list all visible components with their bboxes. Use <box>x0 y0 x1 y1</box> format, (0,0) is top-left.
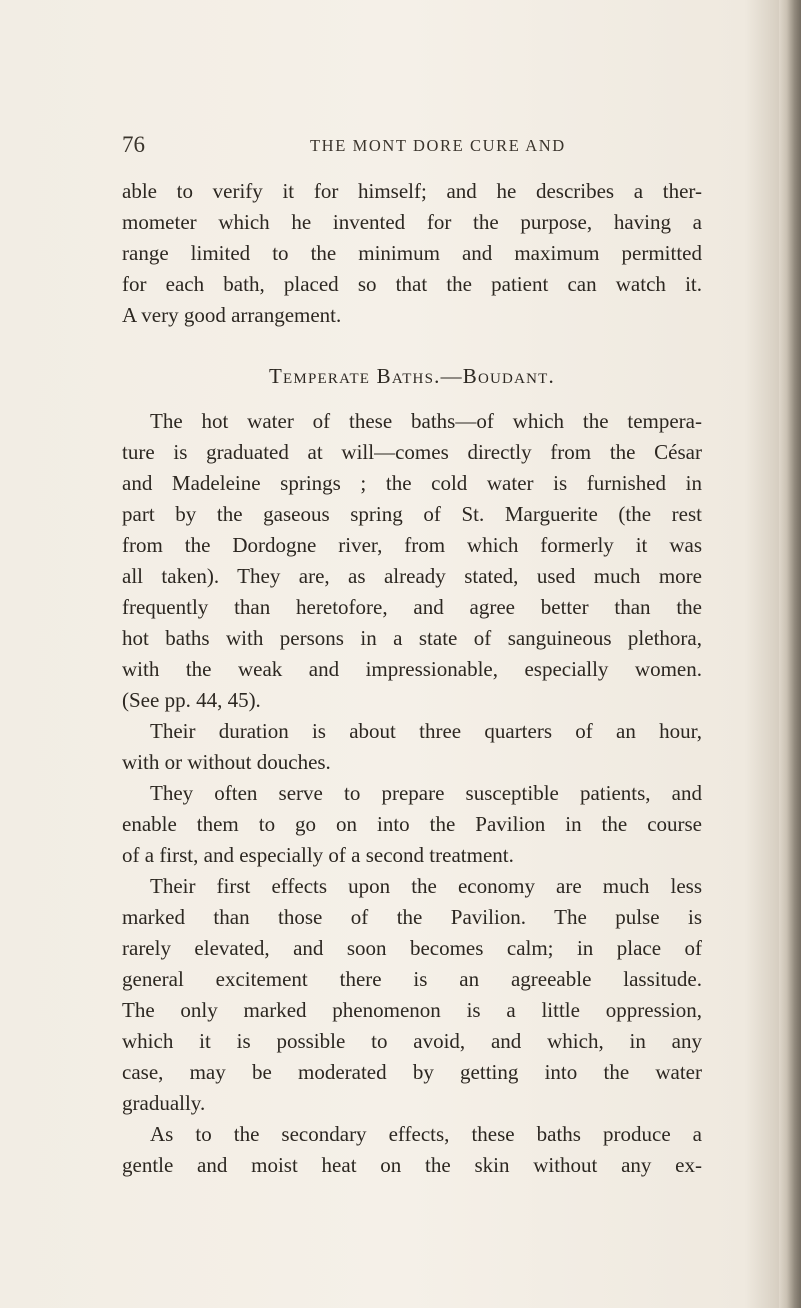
text-line: from the Dordogne river, from which formerly it was <box>122 533 702 557</box>
text-line: with the weak and impressionable, especially women. <box>122 657 702 681</box>
text-line: enable them to go on into the Pavilion in the course <box>122 812 702 836</box>
text-line: range limited to the minimum and maximum permitted <box>122 241 702 265</box>
body-text <box>122 176 702 1181</box>
text-line: for each bath, placed so that the patient can watch it. <box>122 272 702 296</box>
paragraph <box>122 1119 702 1181</box>
text-line: The only marked phenomenon is a little oppression, <box>122 998 702 1022</box>
text-line: A very good arrangement. <box>122 303 342 327</box>
page-header <box>122 132 702 162</box>
text-line: Their first effects upon the economy are much less <box>150 874 702 898</box>
text-line: gradually. <box>122 1091 206 1115</box>
text-line: of a first, and especially of a second treatment. <box>122 843 514 867</box>
page-edge-shadow <box>779 0 801 1308</box>
text-line: all taken). They are, as already stated, used much more <box>122 564 702 588</box>
text-line: which it is possible to avoid, and which, in any <box>122 1029 702 1053</box>
section-heading: Temperate Baths.—Boudant. <box>269 364 555 388</box>
text-line: marked than those of the Pavilion. The pulse is <box>122 905 702 929</box>
running-head: THE MONT DORE CURE AND <box>310 136 566 155</box>
text-line: (See pp. 44, 45). <box>122 688 261 712</box>
text-line: and Madeleine springs ; the cold water is furnished in <box>122 471 702 495</box>
paragraph <box>122 176 702 331</box>
text-line: gentle and moist heat on the skin without any ex- <box>122 1153 702 1177</box>
paragraph <box>122 778 702 871</box>
text-line: rarely elevated, and soon becomes calm; in place of <box>122 936 702 960</box>
paragraph <box>122 871 702 1119</box>
text-line: They often serve to prepare susceptible patients, and <box>150 781 702 805</box>
paragraph <box>122 406 702 716</box>
text-line: general excitement there is an agreeable lassitude. <box>122 967 702 991</box>
text-line: The hot water of these baths—of which the tempera- <box>150 409 702 433</box>
text-line: hot baths with persons in a state of sanguineous plethora, <box>122 626 702 650</box>
page-number: 76 <box>122 132 145 157</box>
text-line: As to the secondary effects, these baths produce a <box>150 1122 702 1146</box>
text-line: ture is graduated at will—comes directly from the César <box>122 440 702 464</box>
text-line: able to verify it for himself; and he describes a ther- <box>122 179 702 203</box>
paragraph <box>122 716 702 778</box>
text-line: part by the gaseous spring of St. Marguerite (the rest <box>122 502 702 526</box>
text-line: Their duration is about three quarters of an hour, <box>150 719 702 743</box>
text-line: frequently than heretofore, and agree better than the <box>122 595 702 619</box>
text-line: with or without douches. <box>122 750 331 774</box>
text-line: mometer which he invented for the purpose, having a <box>122 210 702 234</box>
text-line: case, may be moderated by getting into the water <box>122 1060 702 1084</box>
